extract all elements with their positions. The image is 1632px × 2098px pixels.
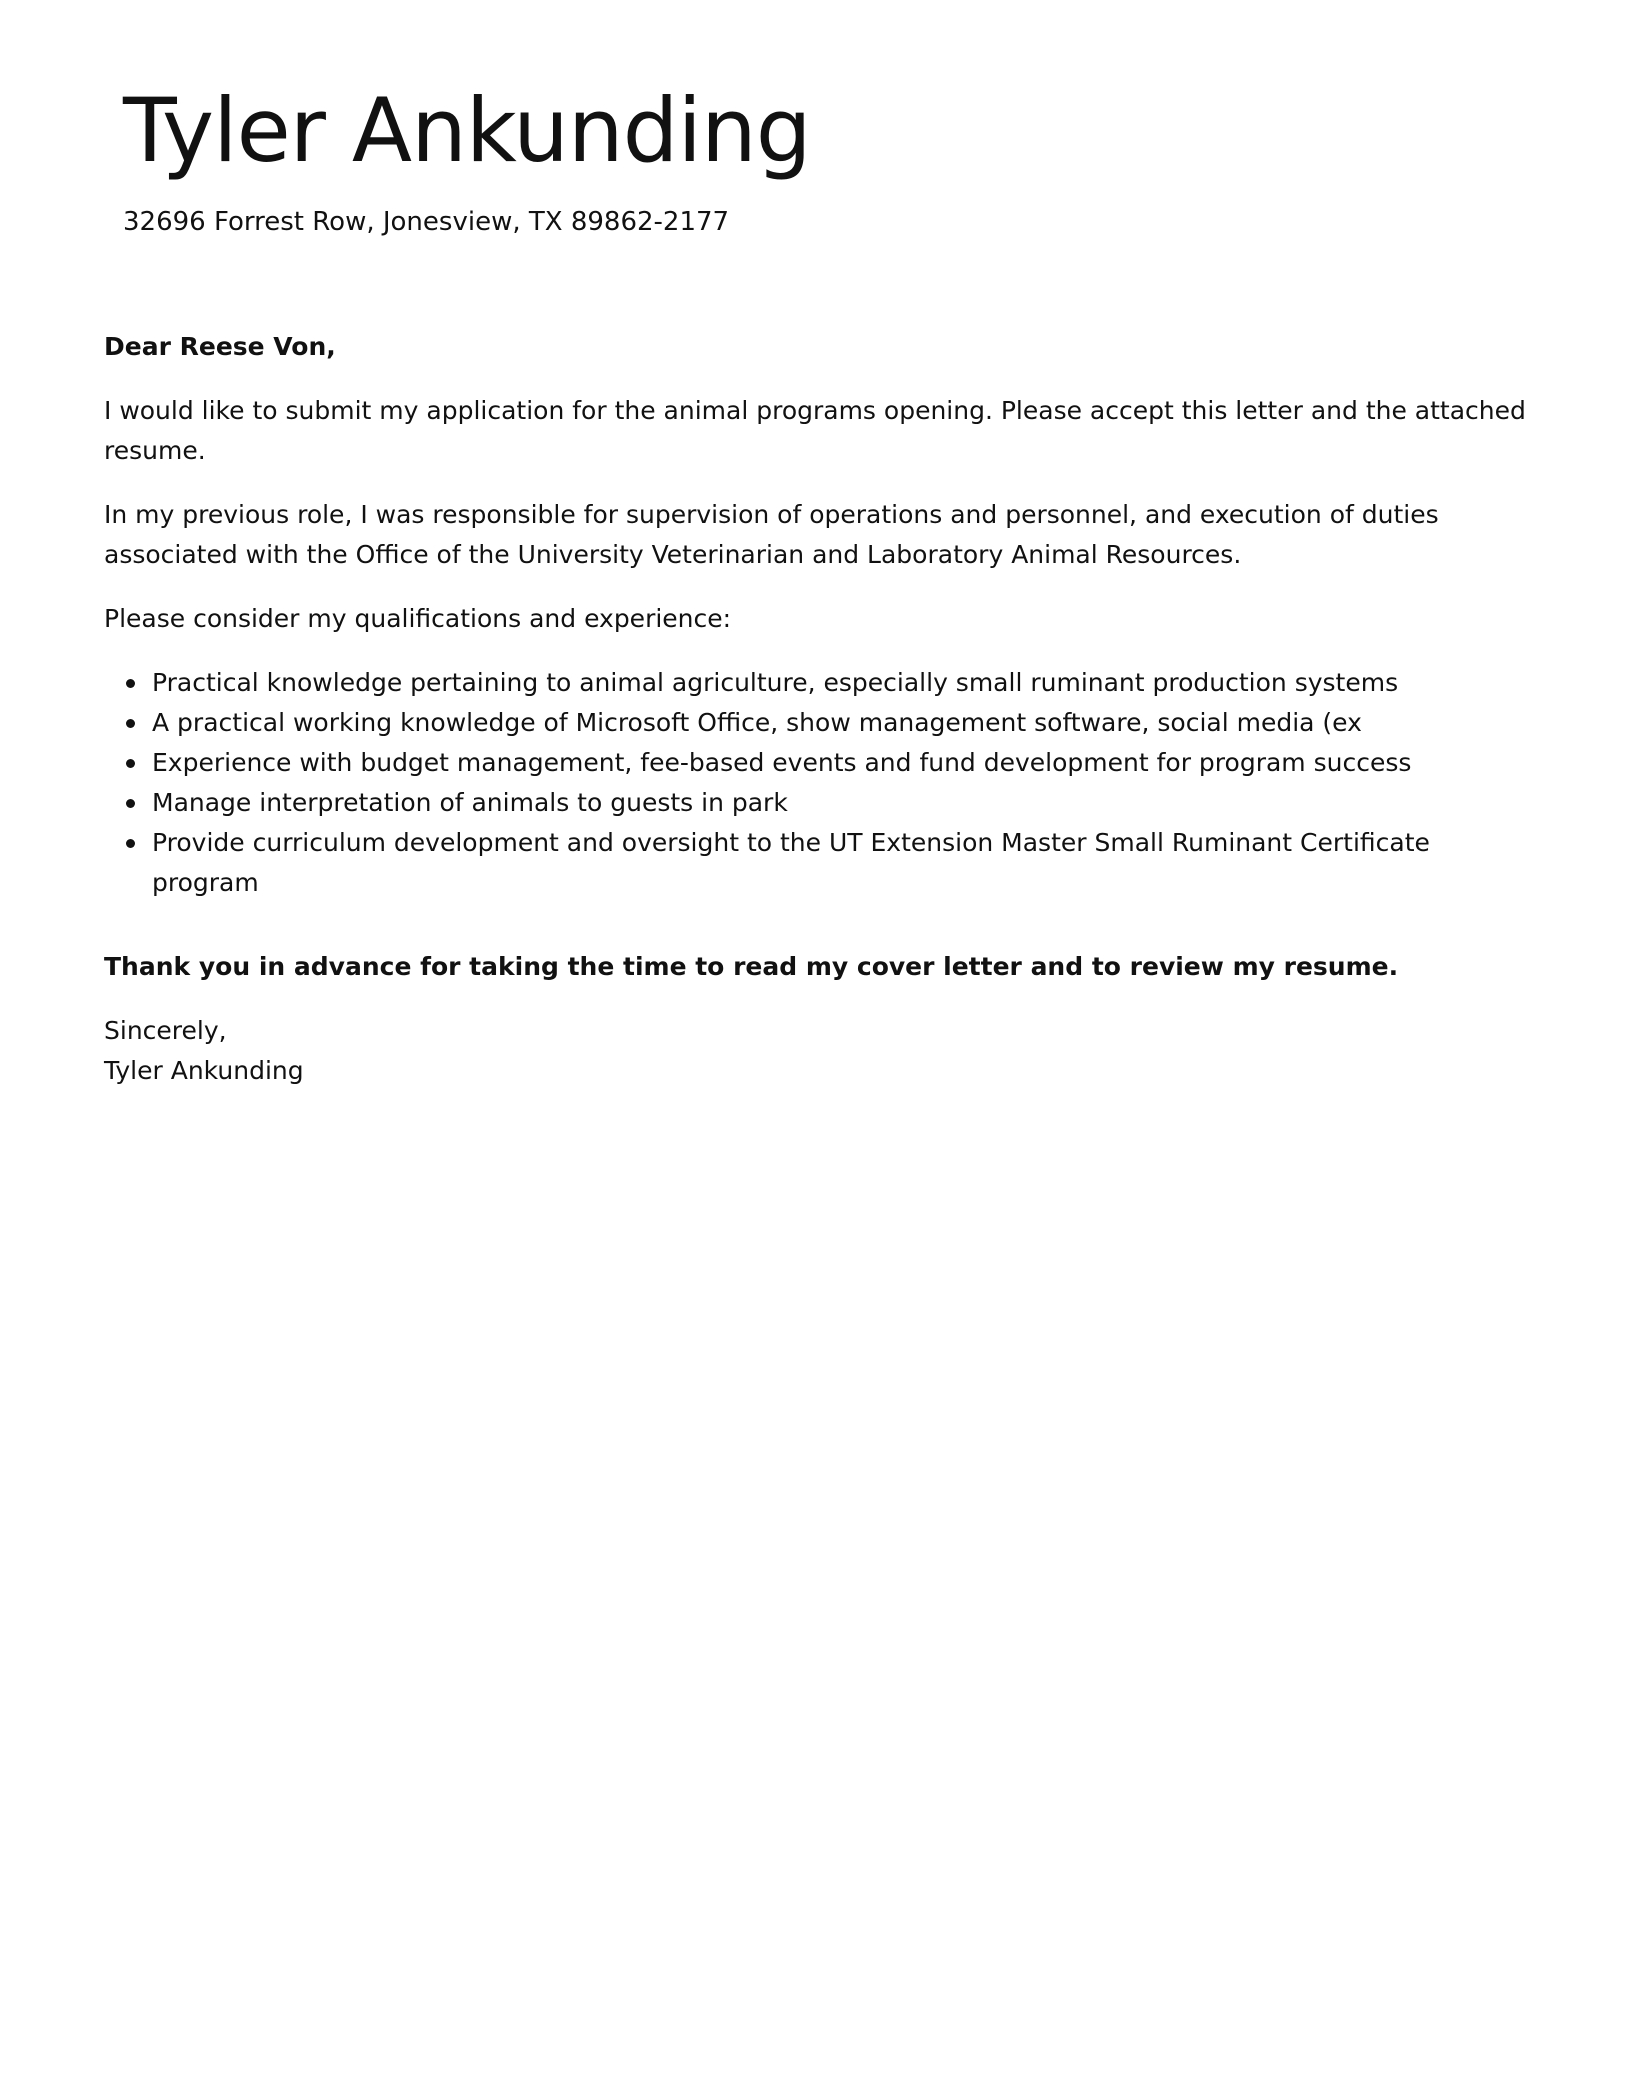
bullet-icon bbox=[126, 839, 135, 848]
list-item bbox=[152, 663, 1544, 703]
bullet-icon bbox=[126, 679, 135, 688]
qualifications-list bbox=[104, 663, 1544, 903]
signature-name: Tyler Ankunding bbox=[104, 1056, 304, 1085]
qualification-text: Manage interpretation of animals to guests in park bbox=[152, 788, 788, 817]
qualification-text: Practical knowledge pertaining to animal agriculture, especially small ruminant production systems bbox=[152, 668, 1399, 697]
thanks-paragraph: Thank you in advance for taking the time to read my cover letter and to review my resume. bbox=[104, 952, 1399, 981]
bullet-icon bbox=[126, 759, 135, 768]
list-item bbox=[152, 783, 1544, 823]
qualification-text: Provide curriculum development and oversight to the UT Extension Master Small Ruminant Certificate program bbox=[152, 828, 1430, 897]
applicant-name: Tyler Ankunding bbox=[123, 79, 811, 182]
qualification-text: Experience with budget management, fee-based events and fund development for program success bbox=[152, 748, 1412, 777]
closing-line: Sincerely, bbox=[104, 1016, 227, 1045]
intro-paragraph: I would like to submit my application for the animal programs opening. Please accept this letter and the attached resume. bbox=[104, 396, 1526, 465]
list-item bbox=[152, 743, 1544, 783]
bullet-icon bbox=[126, 719, 135, 728]
list-item bbox=[152, 703, 1544, 743]
list-item bbox=[152, 823, 1544, 903]
salutation: Dear Reese Von, bbox=[104, 332, 336, 361]
letter-body bbox=[104, 327, 1544, 1091]
applicant-address: 32696 Forrest Row, Jonesview, TX 89862-2177 bbox=[123, 207, 730, 237]
bullet-icon bbox=[126, 799, 135, 808]
previous-role-paragraph: In my previous role, I was responsible for supervision of operations and personnel, and execution of duties associated with the Office of the University Veterinarian and Laboratory Animal Resources. bbox=[104, 500, 1439, 569]
qualifications-intro: Please consider my qualifications and experience: bbox=[104, 604, 732, 633]
qualification-text: A practical working knowledge of Microsoft Office, show management software, social media (ex bbox=[152, 708, 1362, 737]
letter-header bbox=[123, 76, 811, 238]
